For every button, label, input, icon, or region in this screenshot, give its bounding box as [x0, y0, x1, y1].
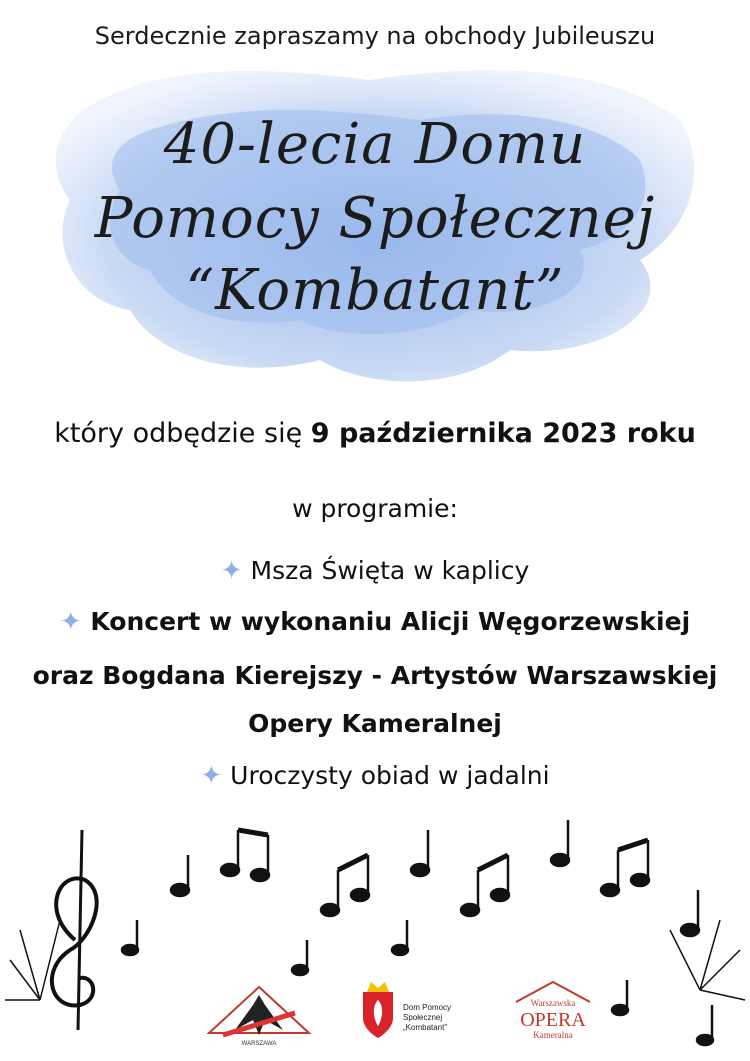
opera-logo-line1: Warszawska: [530, 998, 576, 1008]
four-point-star-icon: ✦: [59, 607, 82, 637]
program-item-dinner: [0, 761, 750, 791]
opera-logo-line3: Kameralna: [533, 1030, 573, 1040]
four-point-star-icon: ✦: [200, 761, 223, 791]
program-item-text: Msza Święta w kaplicy: [250, 556, 530, 585]
intro-text: Serdecznie zapraszamy na obchody Jubileuszu: [94, 22, 656, 50]
logo1-text: WARSZAWA: [241, 1041, 277, 1047]
program-item-text: Koncert w wykonaniu Alicji Węgorzewskiej: [90, 607, 691, 636]
four-point-star-icon: ✦: [220, 556, 243, 586]
program-item-concert-line-3: Opery Kameralnej: [248, 709, 502, 738]
dps-logo-text: Dom Pomocy Społecznej „Kombatant”: [403, 1003, 452, 1032]
program-item-concert-line-2: oraz Bogdana Kierejszy - Artystów Warszawskiej: [32, 661, 718, 690]
program-item-concert: [0, 607, 750, 637]
event-date-line: [0, 418, 750, 449]
date-prefix: który odbędzie się: [54, 418, 311, 449]
date-value: 9 października 2023 roku: [310, 418, 696, 449]
opera-logo-line2: OPERA: [520, 1009, 586, 1031]
warsaw-chamber-opera-logo: [512, 978, 594, 1044]
program-label: w programie:: [292, 494, 458, 523]
eagle-emblem-logo: [205, 985, 313, 1047]
program-item-text: Uroczysty obiad w jadalni: [230, 761, 550, 790]
title-line-1: 40-lecia Domu: [163, 112, 587, 177]
title-line-2: Pomocy Społecznej: [94, 186, 656, 251]
warsaw-coat-of-arms-logo: [357, 978, 399, 1040]
program-item-mass: [0, 556, 750, 586]
title-line-3: “Kombatant”: [185, 258, 565, 323]
